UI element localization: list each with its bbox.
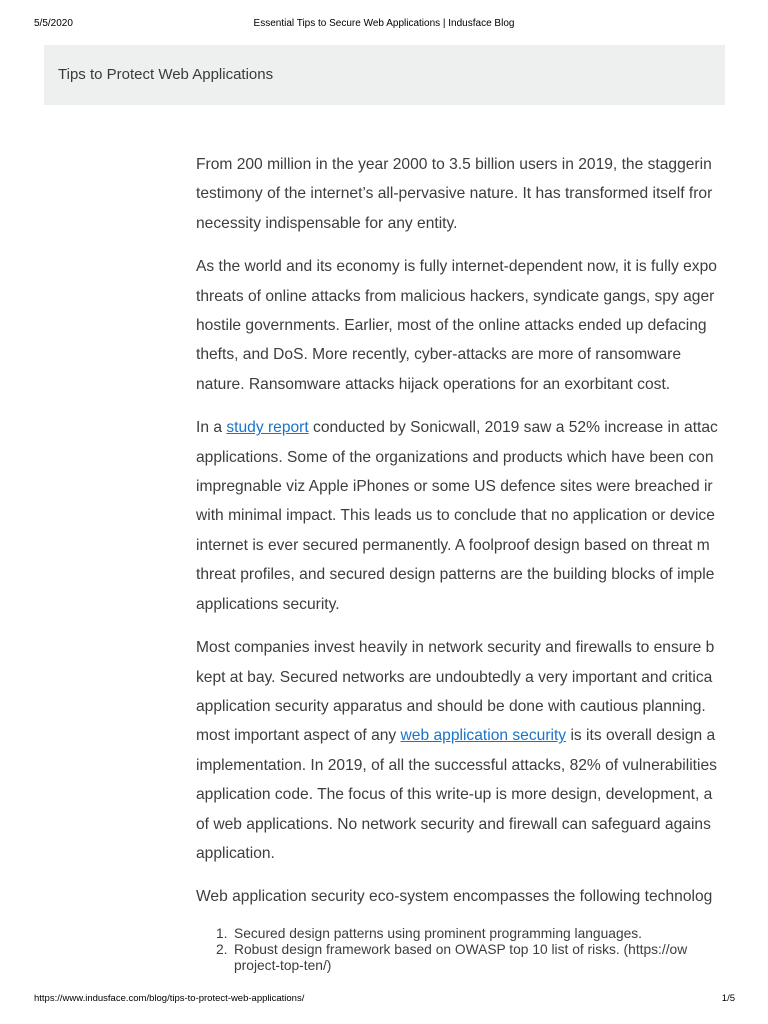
paragraph-line [196, 282, 725, 311]
paragraph-line [196, 413, 725, 442]
article-paragraph [196, 633, 725, 868]
paragraph-line [196, 721, 725, 750]
list-item-continuation: project-top-ten/) [234, 957, 332, 973]
list-item-text: Robust design framework based on OWASP top 10 list of risks. (https://ow [234, 941, 688, 957]
text-segment: application code. The focus of this write-up is more design, development, a [196, 786, 713, 804]
text-segment: Most companies invest heavily in network security and firewalls to ensure b [196, 639, 715, 657]
list-item [196, 926, 725, 942]
paragraph-line [196, 311, 725, 340]
text-segment: conducted by Sonicwall, 2019 saw a 52% increase in attac [308, 419, 718, 437]
text-segment: with minimal impact. This leads us to conclude that no application or device [196, 507, 715, 525]
paragraph-line [196, 150, 725, 179]
paragraph-line [196, 340, 725, 369]
text-segment: impregnable viz Apple iPhones or some US defence sites were breached ir [196, 478, 713, 496]
paragraph-line [196, 692, 725, 721]
text-segment: of web applications. No network security and firewall can safeguard agains [196, 815, 711, 833]
paragraph-line [196, 560, 725, 589]
article-paragraph [196, 150, 725, 238]
text-segment: threat profiles, and secured design patterns are the building blocks of imple [196, 566, 715, 584]
list-item-text: Secured design patterns using prominent programming languages. [234, 925, 643, 941]
text-segment: most important aspect of any [196, 727, 401, 745]
technology-list [196, 926, 725, 974]
paragraph-line [196, 472, 725, 501]
print-footer [0, 993, 768, 1007]
paragraph-line [196, 209, 725, 238]
paragraph-line [196, 252, 725, 281]
breadcrumb: Tips to Protect Web Applications [58, 66, 274, 83]
paragraph-line [196, 839, 725, 868]
breadcrumb-bar [44, 45, 725, 105]
text-segment: necessity indispensable for any entity. [196, 214, 458, 232]
article-paragraph [196, 252, 725, 399]
print-url: https://www.indusface.com/blog/tips-to-protect-web-applications/ [34, 993, 305, 1004]
text-segment: is its overall design a [566, 727, 716, 745]
inline-link[interactable]: web application security [400, 727, 567, 745]
text-segment: In a [196, 419, 227, 437]
page-number: 1/5 [721, 993, 735, 1004]
text-segment: Web application security eco-system encompasses the following technolog [196, 888, 713, 906]
list-number: 1. [216, 925, 228, 941]
paragraph-line [196, 663, 725, 692]
paragraph-line [196, 179, 725, 208]
text-segment: application security apparatus and should be done with cautious planning. [196, 697, 706, 715]
list-item [196, 942, 725, 974]
paragraph-line [196, 443, 725, 472]
paragraph-line [196, 780, 725, 809]
print-date: 5/5/2020 [34, 18, 73, 29]
paragraph-line [196, 501, 725, 530]
text-segment: thefts, and DoS. More recently, cyber-attacks are more of ransomware [196, 346, 682, 364]
article-body [196, 150, 725, 980]
list-number: 2. [216, 941, 228, 957]
paragraph-line [196, 531, 725, 560]
inline-link[interactable]: study report [226, 419, 309, 437]
text-segment: nature. Ransomware attacks hijack operations for an exorbitant cost. [196, 375, 671, 393]
text-segment: kept at bay. Secured networks are undoubtedly a very important and critica [196, 668, 713, 686]
paragraph-line [196, 590, 725, 619]
article-paragraph [196, 413, 725, 619]
text-segment: applications security. [196, 595, 340, 613]
paragraph-line [196, 370, 725, 399]
paragraph-line [196, 751, 725, 780]
paragraph-line [196, 810, 725, 839]
text-segment: As the world and its economy is fully internet-dependent now, it is fully expo [196, 258, 717, 276]
article-paragraph [196, 882, 725, 911]
text-segment: From 200 million in the year 2000 to 3.5 billion users in 2019, the staggerin [196, 156, 712, 173]
text-segment: internet is ever secured permanently. A foolproof design based on threat m [196, 536, 710, 554]
text-segment: testimony of the internet’s all-pervasive nature. It has transformed itself fror [196, 185, 713, 203]
article-paragraphs [196, 150, 725, 912]
print-page-title: Essential Tips to Secure Web Applications | Indusface Blog [253, 18, 515, 29]
text-segment: applications. Some of the organizations and products which have been con [196, 448, 714, 466]
text-segment: implementation. In 2019, of all the successful attacks, 82% of vulnerabilities [196, 756, 717, 774]
paragraph-line [196, 882, 725, 911]
text-segment: threats of online attacks from malicious hackers, syndicate gangs, spy ager [196, 287, 715, 305]
text-segment: application. [196, 844, 275, 862]
paragraph-line [196, 633, 725, 662]
text-segment: hostile governments. Earlier, most of the online attacks ended up defacing [196, 317, 707, 335]
print-header [0, 18, 768, 32]
